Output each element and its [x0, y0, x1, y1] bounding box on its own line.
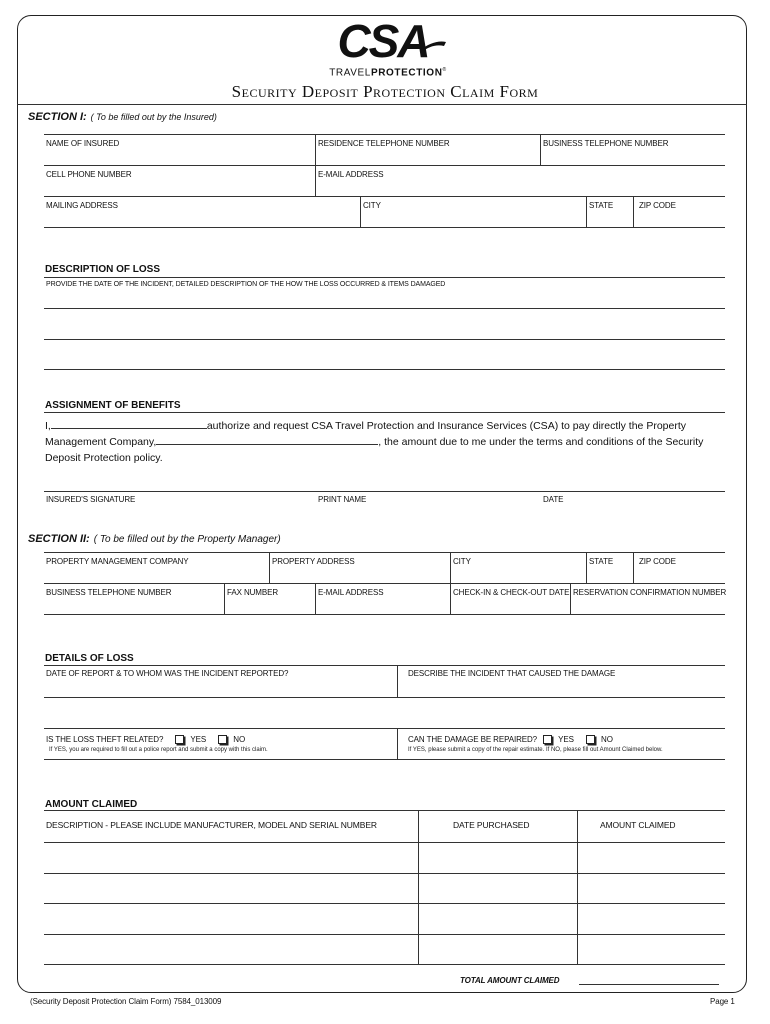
repair-question: CAN THE DAMAGE BE REPAIRED? YES NO	[408, 735, 613, 744]
description-line-3[interactable]	[44, 369, 725, 370]
amount-heading: AMOUNT CLAIMED	[45, 799, 138, 810]
label-fax: FAX NUMBER	[227, 588, 279, 597]
field-row1[interactable]	[44, 165, 725, 166]
col-amount-claimed: AMOUNT CLAIMED	[600, 820, 676, 830]
field-row2[interactable]	[44, 196, 725, 197]
field-pm-row1[interactable]	[44, 583, 725, 584]
logo-tagline: TRAVELPROTECTION®	[329, 67, 447, 79]
theft-yes-checkbox[interactable]	[175, 735, 184, 744]
assignment-heading: ASSIGNMENT OF BENEFITS	[45, 400, 181, 411]
field-details-row1[interactable]	[44, 697, 725, 698]
form-title: Security Deposit Protection Claim Form	[231, 82, 539, 101]
label-property-address: PROPERTY ADDRESS	[272, 557, 355, 566]
label-name-of-insured: NAME OF INSURED	[46, 139, 120, 148]
label-reservation: RESERVATION CONFIRMATION NUMBER	[573, 588, 727, 597]
label-mailing-address: MAILING ADDRESS	[46, 201, 118, 210]
label-date: DATE	[543, 495, 564, 504]
label-pm-city: CITY	[453, 557, 471, 566]
label-city: CITY	[363, 201, 381, 210]
csa-logo	[318, 15, 458, 80]
label-print-name: PRINT NAME	[318, 495, 367, 504]
description-line-2[interactable]	[44, 339, 725, 340]
description-line-1[interactable]	[44, 308, 725, 309]
theft-no-checkbox[interactable]	[218, 735, 227, 744]
repair-no-checkbox[interactable]	[586, 735, 595, 744]
label-zip: ZIP CODE	[639, 201, 676, 210]
col-date-purchased: DATE PURCHASED	[453, 820, 530, 830]
section2-heading: SECTION II: ( To be filled out by the Property Manager)	[28, 533, 281, 545]
repair-note: If YES, please submit a copy of the repair estimate. If NO, please fill out Amount Claimed below.	[408, 747, 663, 753]
company-name-blank[interactable]	[156, 434, 378, 445]
theft-question: IS THE LOSS THEFT RELATED? YES NO	[46, 735, 246, 744]
field-row3[interactable]	[44, 227, 725, 228]
amount-row-2[interactable]	[44, 873, 725, 874]
label-state: STATE	[589, 201, 614, 210]
label-checkin: CHECK-IN & CHECK-OUT DATE	[453, 588, 570, 597]
label-describe-incident: DESCRIBE THE INCIDENT THAT CAUSED THE DAMAGE	[408, 669, 616, 678]
description-heading: DESCRIPTION OF LOSS	[45, 264, 161, 275]
label-cell-phone: CELL PHONE NUMBER	[46, 170, 132, 179]
title-rule	[17, 104, 747, 105]
label-residence-phone: RESIDENCE TELEPHONE NUMBER	[318, 139, 450, 148]
amount-row-3[interactable]	[44, 903, 725, 904]
label-pm-business-phone: BUSINESS TELEPHONE NUMBER	[46, 588, 172, 597]
col-description: DESCRIPTION - PLEASE INCLUDE MANUFACTURER, MODEL AND SERIAL NUMBER	[46, 820, 377, 830]
details-heading: DETAILS OF LOSS	[45, 653, 134, 664]
amount-row-5[interactable]	[44, 964, 725, 965]
label-email: E-MAIL ADDRESS	[318, 170, 384, 179]
logo-brand: CSA	[337, 15, 429, 67]
footer-form-id: (Security Deposit Protection Claim Form) 7584_013009	[30, 997, 222, 1006]
label-pm-state: STATE	[589, 557, 614, 566]
label-pm-email: E-MAIL ADDRESS	[318, 588, 384, 597]
description-instruction: PROVIDE THE DATE OF THE INCIDENT, DETAILED DESCRIPTION OF THE HOW THE LOSS OCCURRED & ITEMS DAMAGED	[46, 281, 446, 288]
amount-row-4[interactable]	[44, 934, 725, 935]
label-business-phone: BUSINESS TELEPHONE NUMBER	[543, 139, 669, 148]
assignment-text: I, authorize and request CSA Travel Protection and Insurance Services (CSA) to pay directly the Property Management Company, , the amount due to me under the terms and conditions of the Security Deposit Protection policy.	[45, 420, 704, 464]
logo-swoosh-icon	[418, 36, 448, 56]
section1-heading: SECTION I: ( To be filled out by the Insured)	[28, 111, 217, 123]
repair-yes-checkbox[interactable]	[543, 735, 552, 744]
total-amount-label: TOTAL AMOUNT CLAIMED	[460, 976, 560, 985]
form-border	[17, 15, 747, 993]
field-pm-row2[interactable]	[44, 614, 725, 615]
footer-page: Page 1	[710, 997, 735, 1006]
total-amount-line[interactable]	[579, 984, 719, 985]
label-pm-zip: ZIP CODE	[639, 557, 676, 566]
label-pm-company: PROPERTY MANAGEMENT COMPANY	[46, 557, 189, 566]
label-date-of-report: DATE OF REPORT & TO WHOM WAS THE INCIDENT REPORTED?	[46, 669, 289, 678]
insured-name-blank[interactable]	[51, 418, 207, 429]
label-insured-signature: INSURED'S SIGNATURE	[46, 495, 136, 504]
theft-note: If YES, you are required to fill out a police report and submit a copy with this claim.	[49, 747, 268, 753]
signature-line[interactable]	[44, 491, 725, 492]
amount-row-1[interactable]	[44, 842, 725, 843]
